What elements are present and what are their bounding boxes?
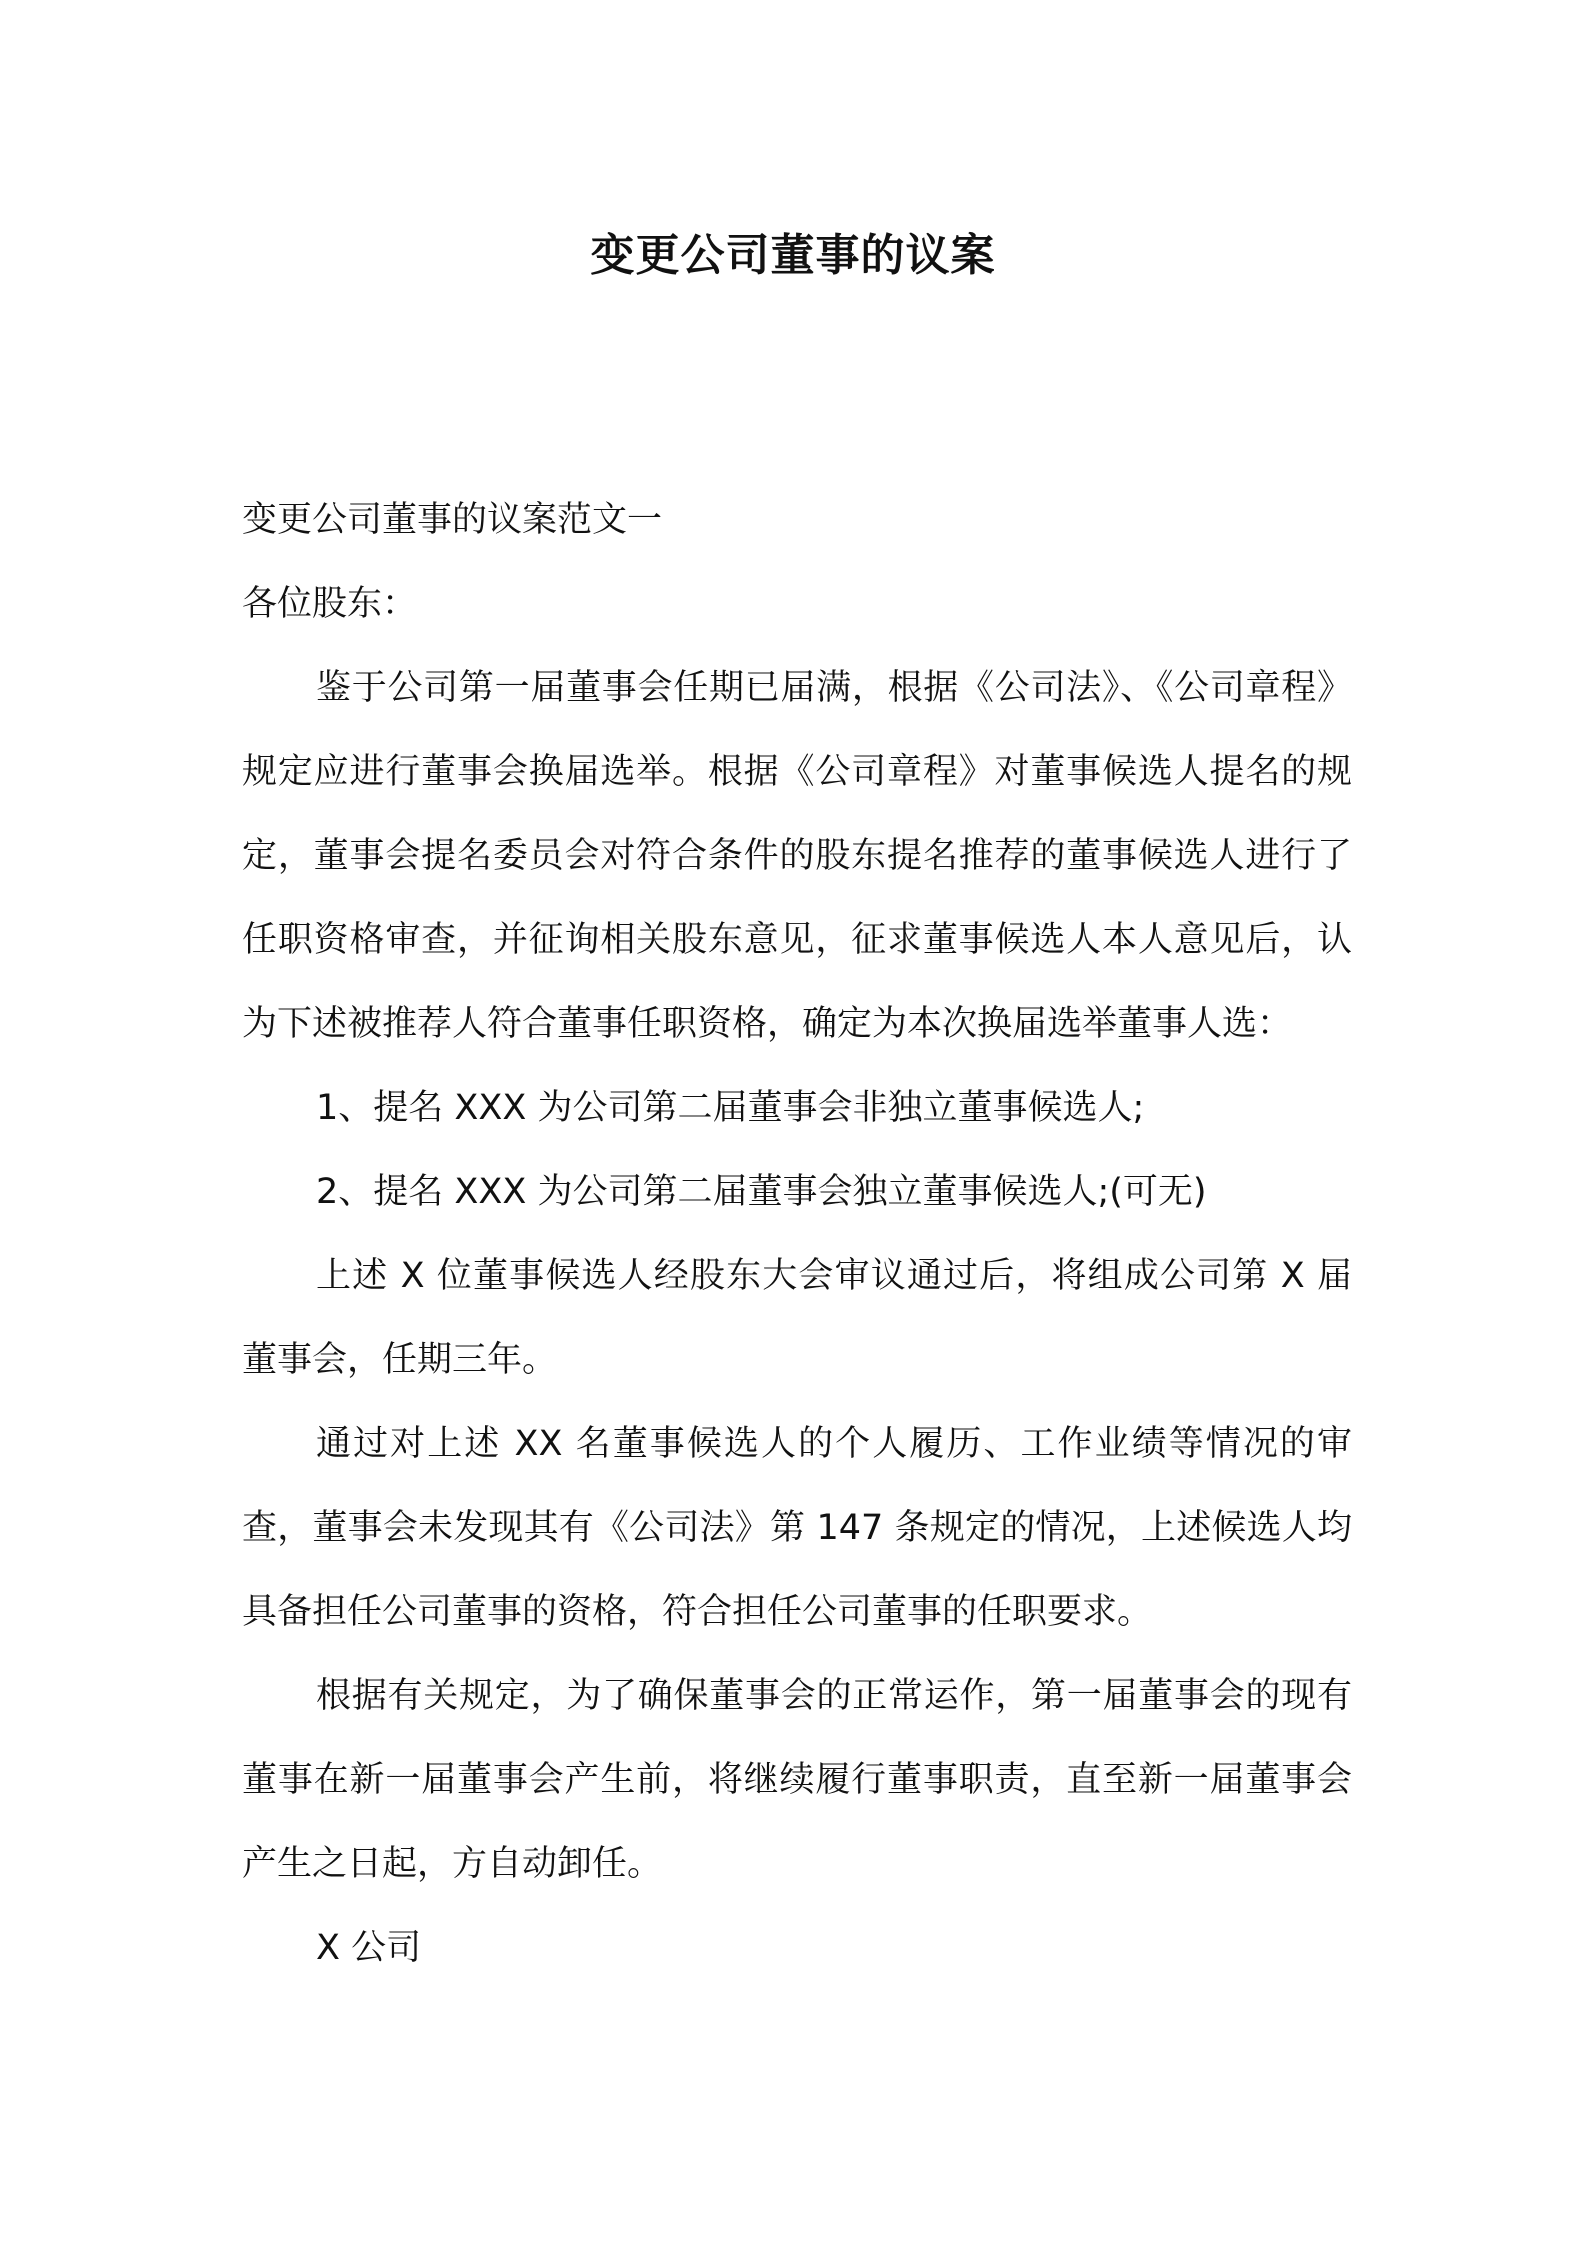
nomination-item-1: 1、提名 XXX 为公司第二届董事会非独立董事候选人; [316,1088,1145,1128]
paragraph-board-term: 上述 X 位董事候选人经股东大会审议通过后，将组成公司第 X 届董事会，任期三年。 [242,1256,1352,1380]
signature: X 公司 [316,1928,422,1968]
document-body [242,478,1352,1990]
salutation: 各位股东： [242,584,418,624]
paragraph-background: 鉴于公司第一届董事会任期已届满，根据《公司法》、《公司章程》规定应进行董事会换届选举。根据《公司章程》对董事候选人提名的规定，董事会提名委员会对符合条件的股东提名推荐的董事候选人进行了任职资格审查，并征询相关股东意见，征求董事候选人本人意见后，认为下述被推荐人符合董事任职资格，确定为本次换届选举董事人选： [242,668,1352,1044]
paragraph-qualification-review: 通过对上述 XX 名董事候选人的个人履历、工作业绩等情况的审查，董事会未发现其有《公司法》第 147 条规定的情况，上述候选人均具备担任公司董事的资格，符合担任公司董事的任职要求。 [242,1424,1352,1632]
nomination-item-2: 2、提名 XXX 为公司第二届董事会独立董事候选人;(可无) [316,1172,1207,1212]
document-title: 变更公司董事的议案 [590,230,996,281]
paragraph-transition: 根据有关规定，为了确保董事会的正常运作，第一届董事会的现有董事在新一届董事会产生前，将继续履行董事职责，直至新一届董事会产生之日起，方自动卸任。 [242,1676,1352,1884]
document-subtitle: 变更公司董事的议案范文一 [242,500,663,540]
